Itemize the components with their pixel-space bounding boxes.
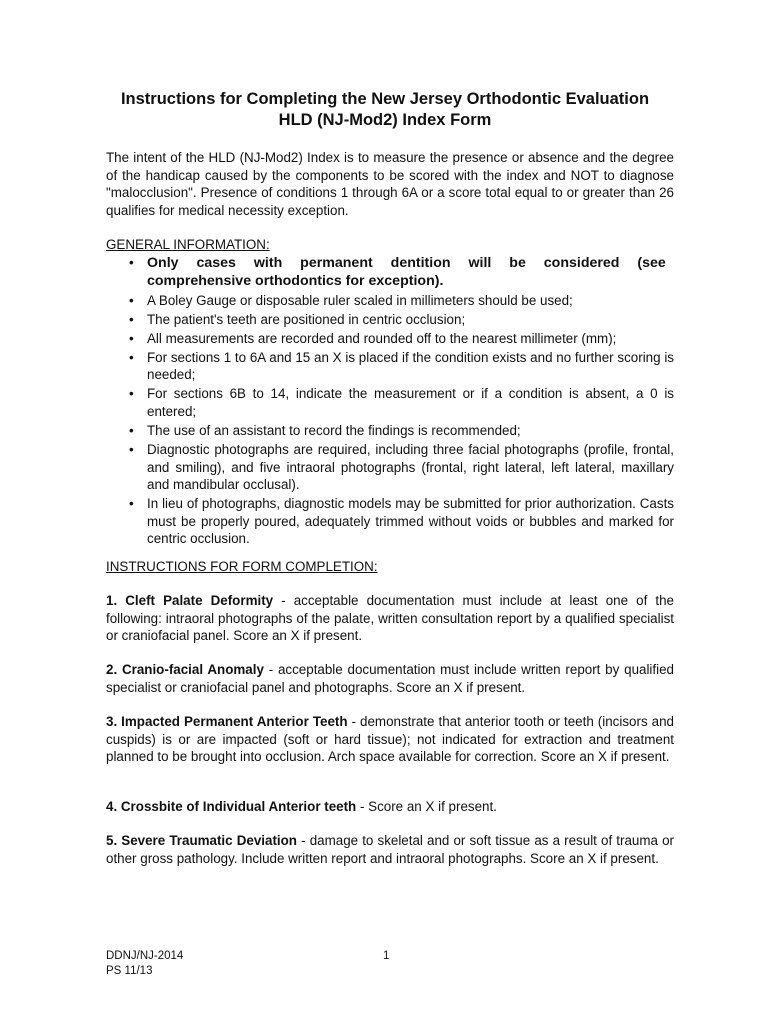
list-item-text: A Boley Gauge or disposable ruler scaled in millimeters should be used; [147, 292, 573, 308]
list-item [106, 311, 674, 329]
bullet-icon: • [129, 386, 134, 402]
instruction-item-4 [106, 798, 674, 816]
list-item-text: The patient's teeth are positioned in centric occlusion; [147, 311, 466, 327]
instruction-item-3 [106, 713, 674, 766]
list-item-text: For sections 1 to 6A and 15 an X is placed if the condition exists and no further scoring is needed; [147, 349, 674, 383]
bullet-icon: • [129, 496, 134, 512]
list-item-text: Diagnostic photographs are required, including three facial photographs (profile, frontal, and smiling), and five intraoral photographs (frontal, right lateral, left lateral, maxillary and mandibular occlusal). [147, 442, 674, 493]
general-information-list [106, 254, 674, 549]
instruction-item-text: - acceptable documentation must include at least one of the following: intraoral photographs of the palate, written consultation report by a qualified specialist or craniofacial panel. Score an X if present. [106, 593, 674, 643]
list-item [106, 330, 674, 348]
instruction-item-title: 5. Severe Traumatic Deviation [106, 833, 297, 848]
list-item [106, 349, 674, 384]
instruction-item-text: - acceptable documentation must include written report by qualified specialist or craniofacial panel and photographs. Score an X if present. [106, 662, 674, 695]
list-item-text: All measurements are recorded and rounded off to the nearest millimeter (mm); [147, 330, 617, 346]
bullet-icon: • [129, 442, 134, 458]
list-item-text-continued: comprehensive orthodontics for exception). [147, 272, 444, 289]
document-title-line-1: Instructions for Completing the New Jersey Orthodontic Evaluation [120, 90, 650, 108]
instruction-item-text: - Score an X if present. [356, 799, 497, 814]
list-item-text: Only cases with permanent dentition will be considered (see [147, 255, 666, 271]
instructions-heading: INSTRUCTIONS FOR FORM COMPLETION: [106, 559, 378, 574]
instruction-item-title: 1. Cleft Palate Deformity [106, 593, 274, 608]
list-item-text: The use of an assistant to record the findings is recommended; [147, 423, 521, 439]
bullet-icon: • [129, 255, 134, 270]
list-item [106, 441, 674, 494]
instruction-item-1 [106, 592, 674, 645]
list-item [106, 385, 674, 420]
instruction-item-title: 4. Crossbite of Individual Anterior teeth [106, 799, 357, 814]
footer-ps-date: PS 11/13 [106, 965, 153, 977]
instruction-item-2 [106, 661, 674, 696]
list-item-text: For sections 6B to 14, indicate the measurement or if a condition is absent, a 0 is entered; [147, 386, 674, 419]
instruction-item-5 [106, 832, 674, 867]
footer-document-code: DDNJ/NJ-2014 [106, 950, 184, 962]
bullet-icon: • [129, 311, 134, 327]
instruction-item-text: - damage to skeletal and or soft tissue as a result of trauma or other gross pathology. Include written report and intraoral photographs. Score an X if present. [106, 833, 674, 866]
bullet-icon: • [129, 349, 134, 365]
list-item [106, 422, 674, 440]
instruction-item-text: - demonstrate that anterior tooth or teeth (incisors and cuspids) is or are impacted (soft or hard tissue); not indicated for extraction and treatment planned to be brought into occlusion. Arch space available for correction. Score an X if present. [106, 714, 674, 764]
bullet-icon: • [129, 330, 134, 346]
instruction-item-title: 2. Cranio-facial Anomaly [106, 662, 264, 677]
list-item [106, 495, 674, 548]
bullet-icon: • [129, 292, 134, 308]
page-number: 1 [383, 950, 390, 962]
list-item-text: In lieu of photographs, diagnostic models may be submitted for prior authorization. Casts must be properly poured, adequately trimmed without voids or bubbles and marked for centric occlusion. [147, 496, 674, 547]
document-title-line-2: HLD (NJ-Mod2) Index Form [278, 111, 492, 129]
general-information-heading: GENERAL INFORMATION: [106, 237, 270, 252]
instruction-item-title: 3. Impacted Permanent Anterior Teeth [106, 714, 348, 729]
list-item [106, 254, 674, 290]
intro-paragraph: The intent of the HLD (NJ-Mod2) Index is to measure the presence or absence and the degree of the handicap caused by the components to be scored with the index and NOT to diagnose "malocclusion". Presence of conditions 1 through 6A or a score total equal to or greater than 26 qualifies for medical necessity exception. [106, 150, 674, 218]
bullet-icon: • [129, 423, 134, 439]
list-item [106, 292, 674, 310]
